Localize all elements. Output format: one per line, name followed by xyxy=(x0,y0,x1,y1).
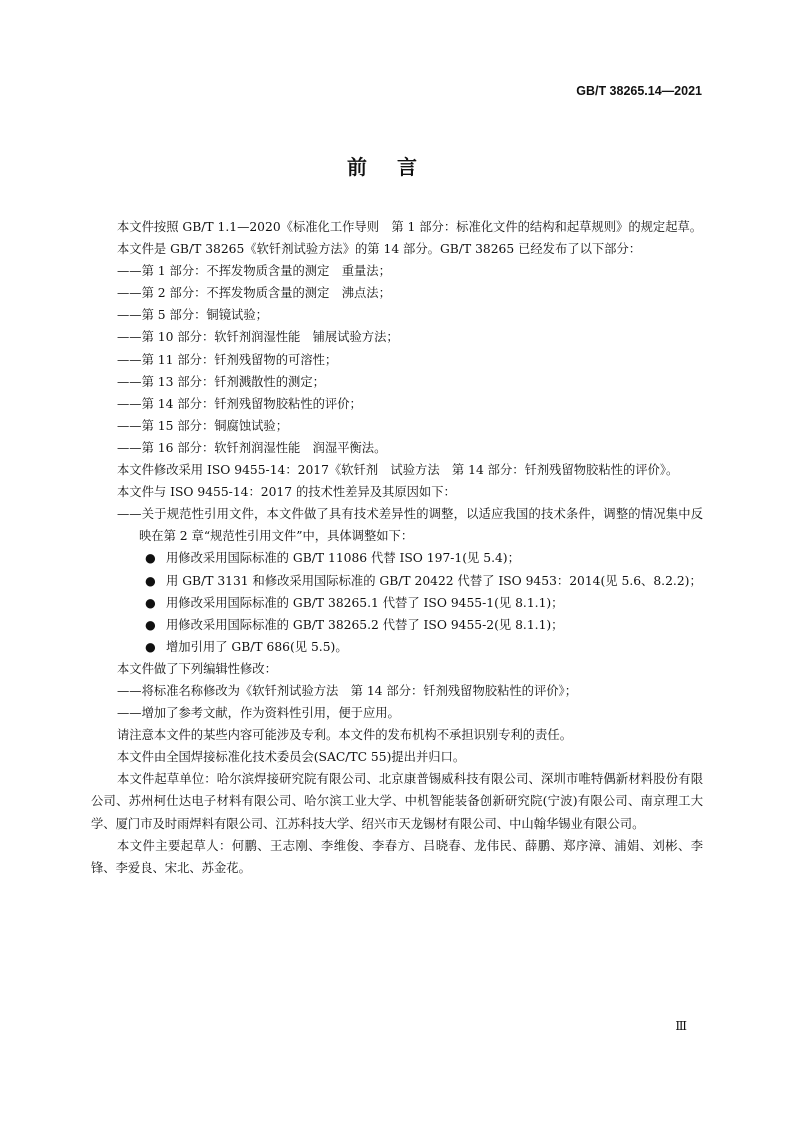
part-list-item: ——第 16 部分：软钎剂润湿性能 润湿平衡法。 xyxy=(117,440,387,455)
bullet-text: 增加引用了 GB/T 686(见 5.5)。 xyxy=(166,639,348,654)
bullet-item xyxy=(91,547,703,569)
part-list-item: ——第 15 部分：铜腐蚀试验； xyxy=(117,418,289,433)
bullet-text: 用修改采用国际标准的 GB/T 11086 代替 ISO 197-1(见 5.4)； xyxy=(166,551,520,566)
editorial-intro-paragraph: 本文件做了下列编辑性修改： xyxy=(117,661,277,676)
bullet-text: 用修改采用国际标准的 GB/T 38265.2 代替了 ISO 9455-2(见 8.1.1)； xyxy=(166,617,564,632)
page-title: 前言 xyxy=(347,155,447,179)
standard-code: GB/T 38265.14—2021 xyxy=(576,84,702,98)
part-list-item: ——第 2 部分：不挥发物质含量的测定 沸点法； xyxy=(117,286,391,301)
part-list-item: ——第 5 部分：铜镜试验； xyxy=(117,308,268,323)
foreword-body xyxy=(91,216,703,879)
patent-notice-paragraph: 请注意本文件的某些内容可能涉及专利。本文件的发布机构不承担识别专利的责任。 xyxy=(117,728,572,743)
bullet-item xyxy=(91,570,703,592)
part-list-item: ——第 14 部分：钎剂残留物胶粘性的评价； xyxy=(117,396,362,411)
bullet-item xyxy=(91,592,703,614)
proposer-paragraph: 本文件由全国焊接标准化技术委员会(SAC/TC 55)提出并归口。 xyxy=(117,750,466,765)
bullet-text: 用 GB/T 3131 和修改采用国际标准的 GB/T 20422 代替了 ISO 9453：2014(见 5.6、8.2.2)； xyxy=(166,573,702,588)
bullet-item xyxy=(91,614,703,636)
drafting-units-paragraph: 本文件起草单位：哈尔滨焊接研究院有限公司、北京康普锡威科技有限公司、深圳市唯特偶新材料股份有限公司、苏州柯仕达电子材料有限公司、哈尔滨工业大学、中机智能装备创新研究院(宁波)有限公司、南京理工大学、厦门市及时雨焊料有限公司、江苏科技大学、绍兴市天龙锡材有限公司、中山翰华锡业有限公司。 xyxy=(91,772,703,831)
part-list-item: ——第 1 部分：不挥发物质含量的测定 重量法； xyxy=(117,264,391,279)
editorial-list-item: ——将标准名称修改为《软钎剂试验方法 第 14 部分：钎剂残留物胶粘性的评价》； xyxy=(117,683,578,698)
part-list-item: ——第 10 部分：软钎剂润湿性能 铺展试验方法； xyxy=(117,330,399,345)
bullet-dot-icon: ● xyxy=(145,639,156,654)
bullet-item xyxy=(91,636,703,658)
drafting-rules-paragraph: 本文件按照 GB/T 1.1—2020《标准化工作导则 第 1 部分：标准化文件的结构和起草规则》的规定起草。 xyxy=(117,220,703,234)
series-intro-paragraph: 本文件是 GB/T 38265《软钎剂试验方法》的第 14 部分。GB/T 38265 已经发布了以下部分： xyxy=(117,242,642,257)
bullet-dot-icon: ● xyxy=(145,617,156,632)
differences-intro-paragraph: 本文件与 ISO 9455-14：2017 的技术性差异及其原因如下： xyxy=(117,485,456,500)
part-list-item: ——第 13 部分：钎剂溅散性的测定； xyxy=(117,374,325,389)
bullet-dot-icon: ● xyxy=(145,595,156,610)
page-number: Ⅲ xyxy=(675,1019,687,1033)
editorial-list-item: ——增加了参考文献，作为资料性引用，便于应用。 xyxy=(117,706,400,721)
differences-dash-item: ——关于规范性引用文件，本文件做了具有技术差异性的调整，以适应我国的技术条件，调整的情况集中反映在第 2 章“规范性引用文件”中，具体调整如下： xyxy=(117,507,703,544)
adoption-paragraph: 本文件修改采用 ISO 9455-14：2017《软钎剂 试验方法 第 14 部分：钎剂残留物胶粘性的评价》。 xyxy=(117,463,679,478)
bullet-text: 用修改采用国际标准的 GB/T 38265.1 代替了 ISO 9455-1(见 8.1.1)； xyxy=(166,595,564,610)
bullet-dot-icon: ● xyxy=(145,573,156,588)
bullet-dot-icon: ● xyxy=(145,551,156,566)
drafters-paragraph: 本文件主要起草人：何鹏、王志刚、李维俊、李春方、吕晓春、龙伟民、薛鹏、郑序漳、浦娟、刘彬、李锋、李爱良、宋北、苏金花。 xyxy=(91,838,703,875)
part-list-item: ——第 11 部分：钎剂残留物的可溶性； xyxy=(117,352,338,367)
